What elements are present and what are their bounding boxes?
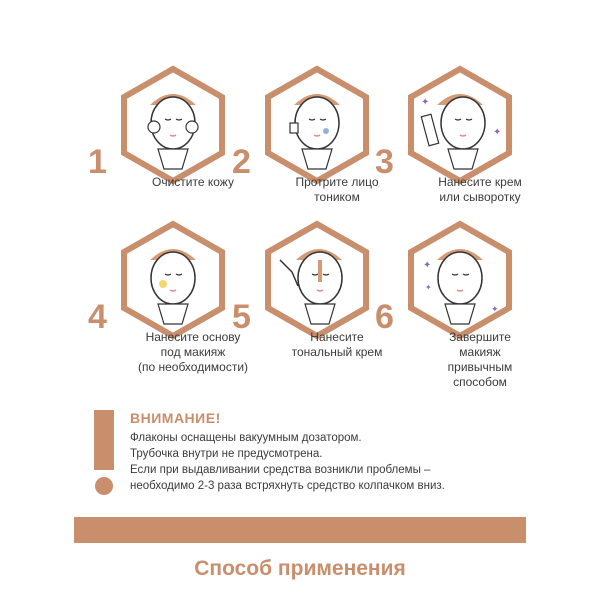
step-caption: Нанесите тональный крем	[291, 330, 383, 359]
step-number: 6	[375, 298, 394, 336]
exclamation-icon	[92, 410, 116, 496]
step-caption: Нанесите крем или сыворотку	[438, 175, 522, 204]
step-number: 2	[232, 143, 251, 181]
step-number: 4	[88, 298, 107, 336]
step-caption: Нанесите основу под макияж (по необходимости)	[137, 330, 249, 374]
step-number: 5	[232, 298, 251, 336]
svg-text:✦: ✦	[491, 304, 499, 314]
svg-text:✦: ✦	[425, 283, 432, 292]
face-serum-illustration	[405, 65, 515, 185]
step-6	[355, 220, 555, 389]
warning-line: Если при выдавливании средства возникли проблемы –	[130, 464, 431, 476]
step-caption: Очистите кожу	[152, 175, 234, 189]
step-caption: Завершите макияж привычным способом	[447, 330, 513, 389]
step-number: 1	[88, 143, 107, 181]
svg-text:✦: ✦	[493, 127, 502, 138]
decorative-band	[74, 517, 526, 543]
warning-text	[130, 430, 550, 494]
page-title: Способ применения	[194, 557, 406, 580]
step-number: 3	[375, 143, 394, 181]
warning-line: необходимо 2-3 раза встряхнуть средство колпачком вниз.	[130, 480, 445, 492]
svg-text:✦: ✦	[423, 260, 432, 271]
face-finished-illustration	[405, 220, 515, 340]
warning-title: ВНИМАНИЕ!	[130, 410, 221, 426]
step-caption: Протрите лицо тоником	[295, 175, 379, 204]
step-3	[355, 65, 555, 225]
warning-line: Трубочка внутри не предусмотрена.	[130, 448, 323, 460]
svg-text:✦: ✦	[421, 97, 430, 108]
warning-line: Флаконы оснащены вакуумным дозатором.	[130, 432, 362, 444]
